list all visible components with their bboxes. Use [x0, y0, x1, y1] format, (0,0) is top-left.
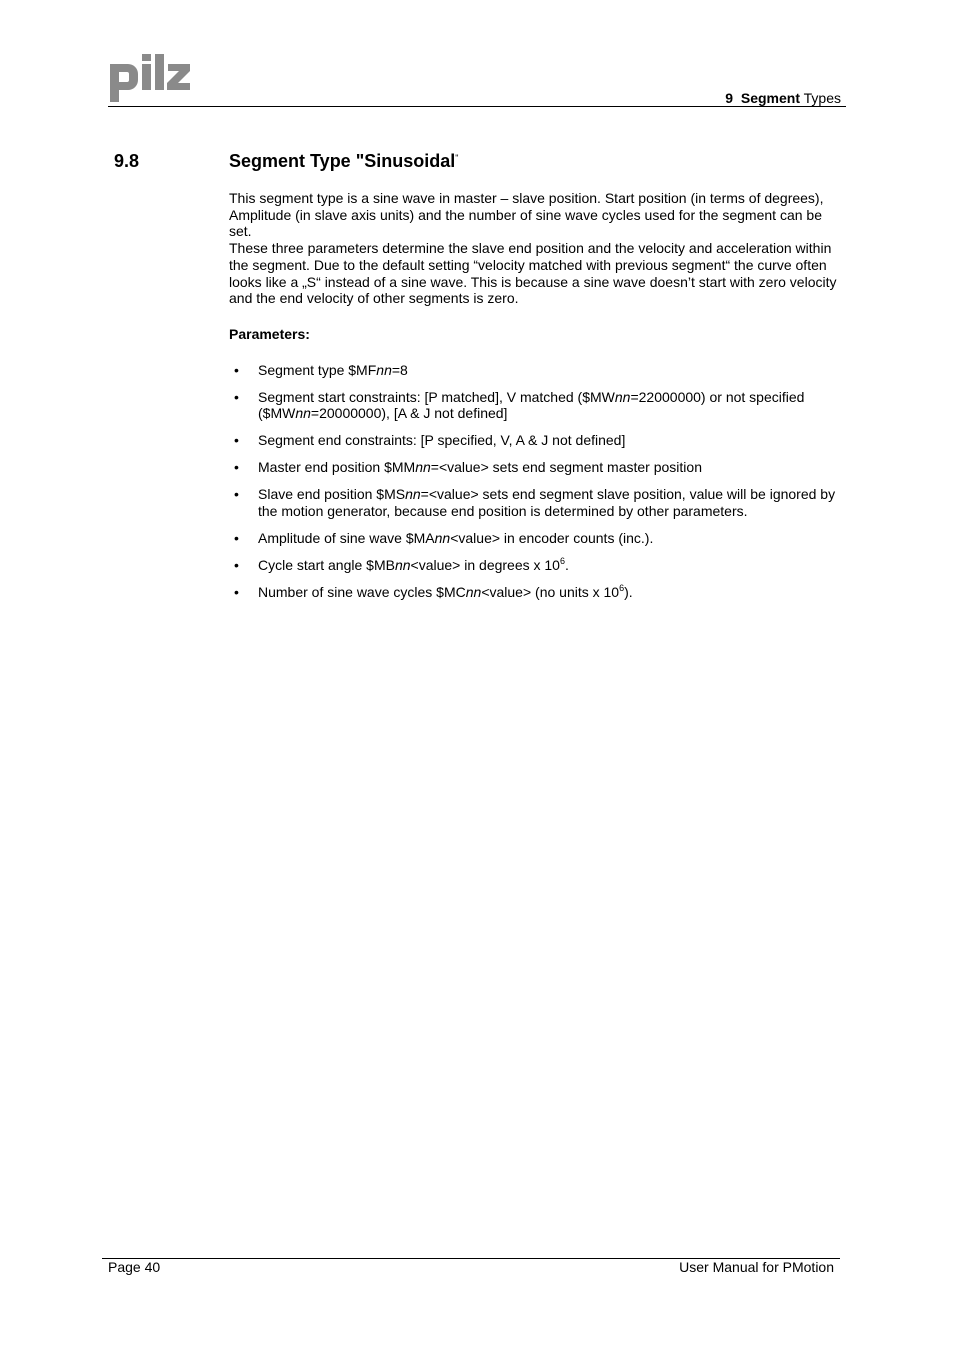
- section-body: [229, 190, 839, 611]
- parameters-label: Parameters:: [229, 325, 310, 342]
- paragraph: This segment type is a sine wave in master – slave position. Start position (in terms of degrees), Amplitude (in slave axis units) and the number of sine wave cycles used for the segment can be set.: [229, 190, 824, 240]
- pilz-logo-mark: [108, 54, 192, 104]
- paragraph: These three parameters determine the slave end position and the velocity and acceleration within the segment. Due to the default setting “velocity matched with previous segment“ the curve often looks like a „S“ instead of a sine wave. This is because a sine wave doesn’t start with zero velocity and the end velocity of other segments is zero.: [229, 240, 837, 307]
- bullet-icon: •: [234, 557, 239, 574]
- section-title: [229, 151, 458, 172]
- chapter-rest: Types: [803, 90, 841, 106]
- header-divider: [108, 106, 846, 107]
- bullet-icon: •: [234, 530, 239, 547]
- manual-title: User Manual for PMotion: [679, 1259, 834, 1275]
- bullet-icon: •: [234, 486, 239, 503]
- bullet-icon: •: [234, 459, 239, 476]
- bullet-icon: •: [234, 584, 239, 601]
- pilz-logo: [108, 54, 192, 104]
- list-item: • Number of sine wave cycles $MCnn<value> (no units x $10^6$).: [234, 583, 633, 601]
- chapter-number: 9: [725, 90, 734, 106]
- list-item: • Cycle start angle $MBnn<value> in degrees x $10^6$.: [234, 556, 569, 574]
- list-item: • Slave end position $MSnn=<value> sets end segment slave position, value will be ignored by the motion generator, because end position is determined by other parameters.: [234, 486, 836, 520]
- list-item: • Segment end constraints: [P specified, V, A & J not defined]: [234, 432, 626, 449]
- page-number: Page 40: [108, 1259, 161, 1275]
- list-item: • Master end position $MMnn=<value> sets end segment master position: [234, 459, 702, 476]
- bullet-icon: •: [234, 361, 239, 378]
- bullet-icon: •: [234, 388, 239, 405]
- section-title-text: Segment Type "Sinusoidal: [229, 151, 456, 171]
- chapter-bold: Segment: [740, 90, 800, 106]
- bullet-icon: •: [234, 432, 239, 449]
- section-title-quote: ": [455, 153, 459, 163]
- list-item: • Amplitude of sine wave $MAnn<value> in encoder counts (inc.).: [234, 530, 654, 547]
- chapter-header: [725, 90, 841, 106]
- list-item: • Segment start constraints: [P matched], V matched ($MWnn=22000000) or not specified ($MWnn=20000000), [A & J not defined]: [234, 388, 805, 422]
- section-number: 9.8: [114, 151, 140, 171]
- list-item: • Segment type $MFnn=8: [234, 361, 408, 378]
- parameter-list: [229, 362, 839, 601]
